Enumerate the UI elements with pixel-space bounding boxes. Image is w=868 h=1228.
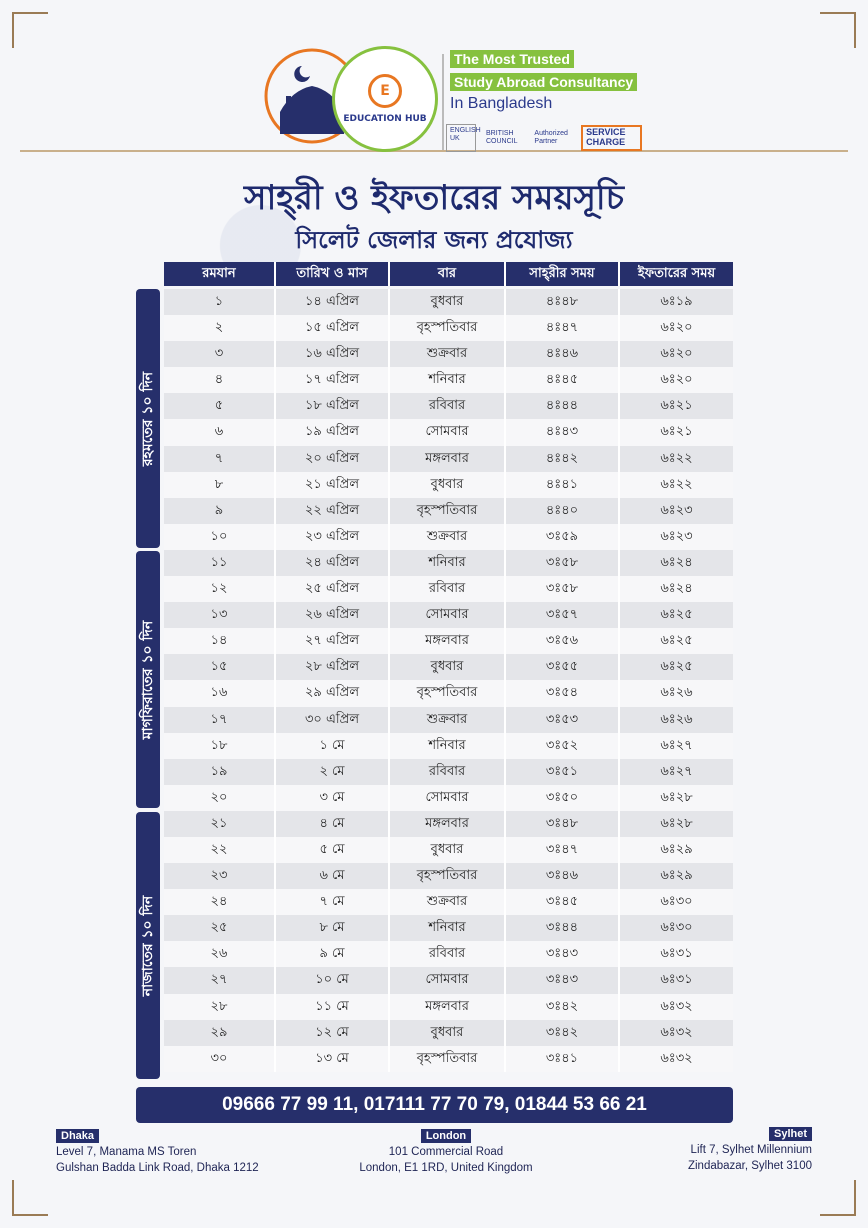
group-najat: নাজাতের ১০ দিন [136, 812, 160, 1079]
cell-iftar: ৬ঃ২০ [660, 320, 693, 336]
cell-sehri: ৩ঃ৫১ [506, 759, 620, 785]
cell-day: সোমবার [390, 602, 506, 628]
cell-day: সোমবার [390, 785, 506, 811]
cell-sehri: ৪ঃ৪৬ [506, 341, 620, 367]
cell-sehri: ৪ঃ৪৮ [506, 289, 620, 315]
cell-day: রবিবার [390, 941, 506, 967]
cell-date: ৭ মে [276, 889, 390, 915]
brand-name: EDUCATION HUB [343, 114, 427, 124]
cell-ramadan: ২৯ [164, 1020, 276, 1046]
table-row [164, 837, 733, 863]
cell-day: মঙ্গলবার [390, 811, 506, 837]
cell-ramadan: ১২ [164, 576, 276, 602]
cell-sehri: ৩ঃ৫০ [506, 785, 620, 811]
table-row [164, 446, 733, 472]
cell-day: শুক্রবার [390, 889, 506, 915]
cell-day: শুক্রবার [390, 524, 506, 550]
cell-iftar: ৬ঃ২৪ [660, 581, 693, 597]
cell-iftar: ৬ঃ৩২ [660, 1024, 693, 1040]
corner-ornament [12, 1180, 48, 1216]
table-row [164, 341, 733, 367]
table-row [164, 863, 733, 889]
office-sylhet [688, 1126, 812, 1174]
table-row [164, 576, 733, 602]
cell-iftar: ৬ঃ২০ [660, 346, 693, 362]
office-line: Lift 7, Sylhet Millennium [690, 1144, 812, 1156]
cell-day: বুধবার [390, 837, 506, 863]
cell-day: শুক্রবার [390, 341, 506, 367]
table-row [164, 393, 733, 419]
cell-iftar: ৬ঃ২৫ [660, 607, 693, 623]
cell-ramadan: ১৩ [164, 602, 276, 628]
cell-day: বৃহস্পতিবার [390, 863, 506, 889]
cell-date: ৯ মে [276, 941, 390, 967]
eh-logo-icon: E [368, 74, 402, 108]
cell-iftar: ৬ঃ৩১ [660, 972, 693, 988]
english-uk-badge: ENGLISH UK [446, 124, 476, 152]
cell-day: রবিবার [390, 576, 506, 602]
cell-iftar: ৬ঃ২৮ [660, 789, 693, 805]
table-row [164, 994, 733, 1020]
corner-ornament [820, 12, 856, 48]
cell-date: ৩০ এপ্রিল [276, 707, 390, 733]
cell-sehri: ৩ঃ৫৯ [506, 524, 620, 550]
office-line: London, E1 1RD, United Kingdom [359, 1162, 533, 1174]
cell-ramadan: ৩০ [164, 1046, 276, 1072]
cell-ramadan: ২৭ [164, 967, 276, 993]
authorized-partner-badge: Authorized Partner [534, 130, 568, 145]
cell-date: ২৯ এপ্রিল [276, 680, 390, 706]
cell-day: শনিবার [390, 915, 506, 941]
table-row [164, 524, 733, 550]
cell-sehri: ৩ঃ৫৩ [506, 707, 620, 733]
cell-iftar: ৬ঃ২৭ [660, 763, 693, 779]
cell-sehri: ৩ঃ৫৮ [506, 576, 620, 602]
cell-sehri: ৩ঃ৫৪ [506, 680, 620, 706]
table-row [164, 628, 733, 654]
cell-ramadan: ৬ [164, 419, 276, 445]
cell-sehri: ৩ঃ৪৩ [506, 967, 620, 993]
cell-ramadan: ২০ [164, 785, 276, 811]
logo-divider [442, 54, 444, 150]
cell-date: ১৭ এপ্রিল [276, 367, 390, 393]
tagline-3: In Bangladesh [450, 95, 553, 112]
cell-sehri: ৪ঃ৪২ [506, 446, 620, 472]
table-row [164, 680, 733, 706]
cell-date: ২৪ এপ্রিল [276, 550, 390, 576]
cell-iftar: ৬ঃ২৩ [660, 528, 693, 544]
cell-iftar: ৬ঃ৩০ [660, 894, 693, 910]
cell-ramadan: ৫ [164, 393, 276, 419]
cell-iftar: ৬ঃ২৫ [660, 633, 693, 649]
cell-sehri: ৩ঃ৪৩ [506, 941, 620, 967]
cell-ramadan: ৯ [164, 498, 276, 524]
cell-sehri: ৩ঃ৪৪ [506, 915, 620, 941]
british-council-badge: BRITISH COUNCIL [486, 130, 518, 145]
cell-date: ১৫ এপ্রিল [276, 315, 390, 341]
cell-iftar: ৬ঃ২৯ [660, 841, 693, 857]
cell-day: বৃহস্পতিবার [390, 498, 506, 524]
cell-day: শনিবার [390, 733, 506, 759]
cell-ramadan: ২ [164, 315, 276, 341]
cell-day: শুক্রবার [390, 707, 506, 733]
cell-ramadan: ১৪ [164, 628, 276, 654]
cell-ramadan: ১ [164, 289, 276, 315]
table-header [164, 262, 733, 286]
cell-day: বুধবার [390, 472, 506, 498]
cell-date: ৩ মে [276, 785, 390, 811]
cell-date: ১২ মে [276, 1020, 390, 1046]
table-row [164, 707, 733, 733]
cell-ramadan: ১১ [164, 550, 276, 576]
cell-sehri: ৩ঃ৫৬ [506, 628, 620, 654]
group-maghfirat: মাগফিরাতের ১০ দিন [136, 551, 160, 808]
cell-date: ১৯ এপ্রিল [276, 419, 390, 445]
header-date: তারিখ ও মাস [276, 262, 390, 286]
cell-date: ২২ এপ্রিল [276, 498, 390, 524]
cell-sehri: ৪ঃ৪১ [506, 472, 620, 498]
cell-sehri: ৩ঃ৫২ [506, 733, 620, 759]
header-day: বার [390, 262, 506, 286]
cell-date: ২৮ এপ্রিল [276, 654, 390, 680]
cell-sehri: ৪ঃ৪০ [506, 498, 620, 524]
cell-day: বৃহস্পতিবার [390, 680, 506, 706]
cell-sehri: ৩ঃ৪৬ [506, 863, 620, 889]
table-row [164, 419, 733, 445]
partner-badges [446, 124, 642, 152]
office-city: London [421, 1129, 471, 1143]
cell-sehri: ৩ঃ৪২ [506, 994, 620, 1020]
cell-date: ২৩ এপ্রিল [276, 524, 390, 550]
office-line: Zindabazar, Sylhet 3100 [687, 1160, 812, 1172]
table-row [164, 602, 733, 628]
header-sehri: সাহ্‌রীর সময় [506, 262, 620, 286]
cell-sehri: ৩ঃ৪২ [506, 1020, 620, 1046]
cell-sehri: ৪ঃ৪৭ [506, 315, 620, 341]
cell-ramadan: ২৬ [164, 941, 276, 967]
cell-day: বুধবার [390, 1020, 506, 1046]
table-body [164, 289, 733, 1072]
cell-ramadan: ২৩ [164, 863, 276, 889]
table-row [164, 472, 733, 498]
table-row [164, 889, 733, 915]
office-line: Gulshan Badda Link Road, Dhaka 1212 [56, 1162, 259, 1174]
cell-day: সোমবার [390, 967, 506, 993]
table-row [164, 811, 733, 837]
cell-day: রবিবার [390, 759, 506, 785]
header-iftar: ইফতারের সময় [620, 262, 733, 286]
table-row [164, 315, 733, 341]
cell-day: মঙ্গলবার [390, 446, 506, 472]
cell-ramadan: ১৬ [164, 680, 276, 706]
header-ramadan: রমযান [164, 262, 276, 286]
cell-date: ১৩ মে [276, 1046, 390, 1072]
cell-day: মঙ্গলবার [390, 628, 506, 654]
cell-day: বুধবার [390, 289, 506, 315]
cell-day: বৃহস্পতিবার [390, 315, 506, 341]
table-row [164, 941, 733, 967]
table-row [164, 1020, 733, 1046]
cell-date: ২০ এপ্রিল [276, 446, 390, 472]
cell-ramadan: ৩ [164, 341, 276, 367]
cell-sehri: ৩ঃ৪৭ [506, 837, 620, 863]
cell-date: ১০ মে [276, 967, 390, 993]
cell-day: শনিবার [390, 367, 506, 393]
table-row [164, 733, 733, 759]
table-row [164, 785, 733, 811]
cell-day: রবিবার [390, 393, 506, 419]
phone-numbers: 09666 77 99 11, 017111 77 70 79, 01844 53 66 21 [136, 1087, 733, 1123]
cell-date: ৪ মে [276, 811, 390, 837]
office-dhaka [56, 1128, 259, 1176]
cell-sehri: ৩ঃ৪৮ [506, 811, 620, 837]
cell-sehri: ৪ঃ৪৩ [506, 419, 620, 445]
tagline-2: Study Abroad Consultancy [450, 73, 637, 91]
cell-iftar: ৬ঃ২১ [660, 398, 693, 414]
cell-iftar: ৬ঃ২০ [660, 372, 693, 388]
cell-iftar: ৬ঃ১৯ [660, 294, 693, 309]
cell-sehri: ৪ঃ৪৪ [506, 393, 620, 419]
cell-ramadan: ৮ [164, 472, 276, 498]
cell-ramadan: ১৮ [164, 733, 276, 759]
cell-ramadan: ১০ [164, 524, 276, 550]
cell-date: ২ মে [276, 759, 390, 785]
table-row [164, 289, 733, 315]
cell-date: ১৬ এপ্রিল [276, 341, 390, 367]
table-row [164, 759, 733, 785]
cell-sehri: ৪ঃ৪৫ [506, 367, 620, 393]
cell-sehri: ৩ঃ৫৮ [506, 550, 620, 576]
table-row [164, 498, 733, 524]
office-line: 101 Commercial Road [388, 1146, 504, 1158]
cell-iftar: ৬ঃ২৯ [660, 868, 693, 884]
tagline-1: The Most Trusted [450, 50, 574, 68]
office-london [346, 1128, 546, 1176]
cell-ramadan: ৪ [164, 367, 276, 393]
cell-ramadan: ২৪ [164, 889, 276, 915]
corner-ornament [12, 12, 48, 48]
cell-iftar: ৬ঃ২৮ [660, 815, 693, 831]
cell-iftar: ৬ঃ২৭ [660, 737, 693, 753]
cell-date: ১ মে [276, 733, 390, 759]
cell-sehri: ৩ঃ৪৫ [506, 889, 620, 915]
cell-ramadan: ১৫ [164, 654, 276, 680]
cell-day: বৃহস্পতিবার [390, 1046, 506, 1072]
cell-ramadan: ২৫ [164, 915, 276, 941]
cell-date: ২৫ এপ্রিল [276, 576, 390, 602]
cell-date: ৬ মে [276, 863, 390, 889]
cell-date: ২৭ এপ্রিল [276, 628, 390, 654]
cell-iftar: ৬ঃ৩০ [660, 920, 693, 936]
cell-iftar: ৬ঃ২৩ [660, 502, 693, 518]
brand-header [262, 46, 642, 154]
cell-ramadan: ১৯ [164, 759, 276, 785]
cell-iftar: ৬ঃ২৬ [660, 685, 693, 701]
cell-iftar: ৬ঃ২২ [660, 476, 693, 492]
cell-ramadan: ২২ [164, 837, 276, 863]
cell-iftar: ৬ঃ২১ [660, 424, 693, 440]
cell-iftar: ৬ঃ৩২ [660, 1050, 693, 1066]
page-title: সাহ্‌রী ও ইফতারের সময়সূচি [243, 178, 625, 218]
cell-ramadan: ২৮ [164, 994, 276, 1020]
table-row [164, 367, 733, 393]
table-row [164, 967, 733, 993]
no-service-charge-badge: SERVICE CHARGE [581, 125, 642, 151]
group-rahmat: রহমতের ১০ দিন [136, 289, 160, 548]
cell-iftar: ৬ঃ৩১ [660, 946, 693, 962]
cell-iftar: ৬ঃ২২ [660, 450, 693, 466]
cell-date: ৮ মে [276, 915, 390, 941]
cell-date: ২৬ এপ্রিল [276, 602, 390, 628]
cell-iftar: ৬ঃ২৬ [660, 711, 693, 727]
cell-ramadan: ২১ [164, 811, 276, 837]
cell-date: ১১ মে [276, 994, 390, 1020]
office-city: Sylhet [769, 1127, 812, 1141]
cell-iftar: ৬ঃ২৪ [660, 554, 693, 570]
cell-iftar: ৬ঃ২৫ [660, 659, 693, 675]
cell-date: ৫ মে [276, 837, 390, 863]
table-row [164, 915, 733, 941]
office-line: Level 7, Manama MS Toren [56, 1146, 197, 1158]
cell-iftar: ৬ঃ৩২ [660, 998, 693, 1014]
cell-date: ১৮ এপ্রিল [276, 393, 390, 419]
cell-sehri: ৩ঃ৫৭ [506, 602, 620, 628]
table-row [164, 1046, 733, 1072]
cell-day: মঙ্গলবার [390, 994, 506, 1020]
cell-day: শনিবার [390, 550, 506, 576]
cell-sehri: ৩ঃ৫৫ [506, 654, 620, 680]
cell-date: ১৪ এপ্রিল [276, 289, 390, 315]
table-row [164, 654, 733, 680]
cell-day: বুধবার [390, 654, 506, 680]
cell-ramadan: ১৭ [164, 707, 276, 733]
table-row [164, 550, 733, 576]
corner-ornament [820, 1180, 856, 1216]
education-hub-logo [332, 46, 438, 152]
office-city: Dhaka [56, 1129, 99, 1143]
cell-day: সোমবার [390, 419, 506, 445]
cell-date: ২১ এপ্রিল [276, 472, 390, 498]
cell-ramadan: ৭ [164, 446, 276, 472]
cell-sehri: ৩ঃ৪১ [506, 1046, 620, 1072]
page-subtitle: সিলেট জেলার জন্য প্রযোজ্য [295, 226, 573, 254]
